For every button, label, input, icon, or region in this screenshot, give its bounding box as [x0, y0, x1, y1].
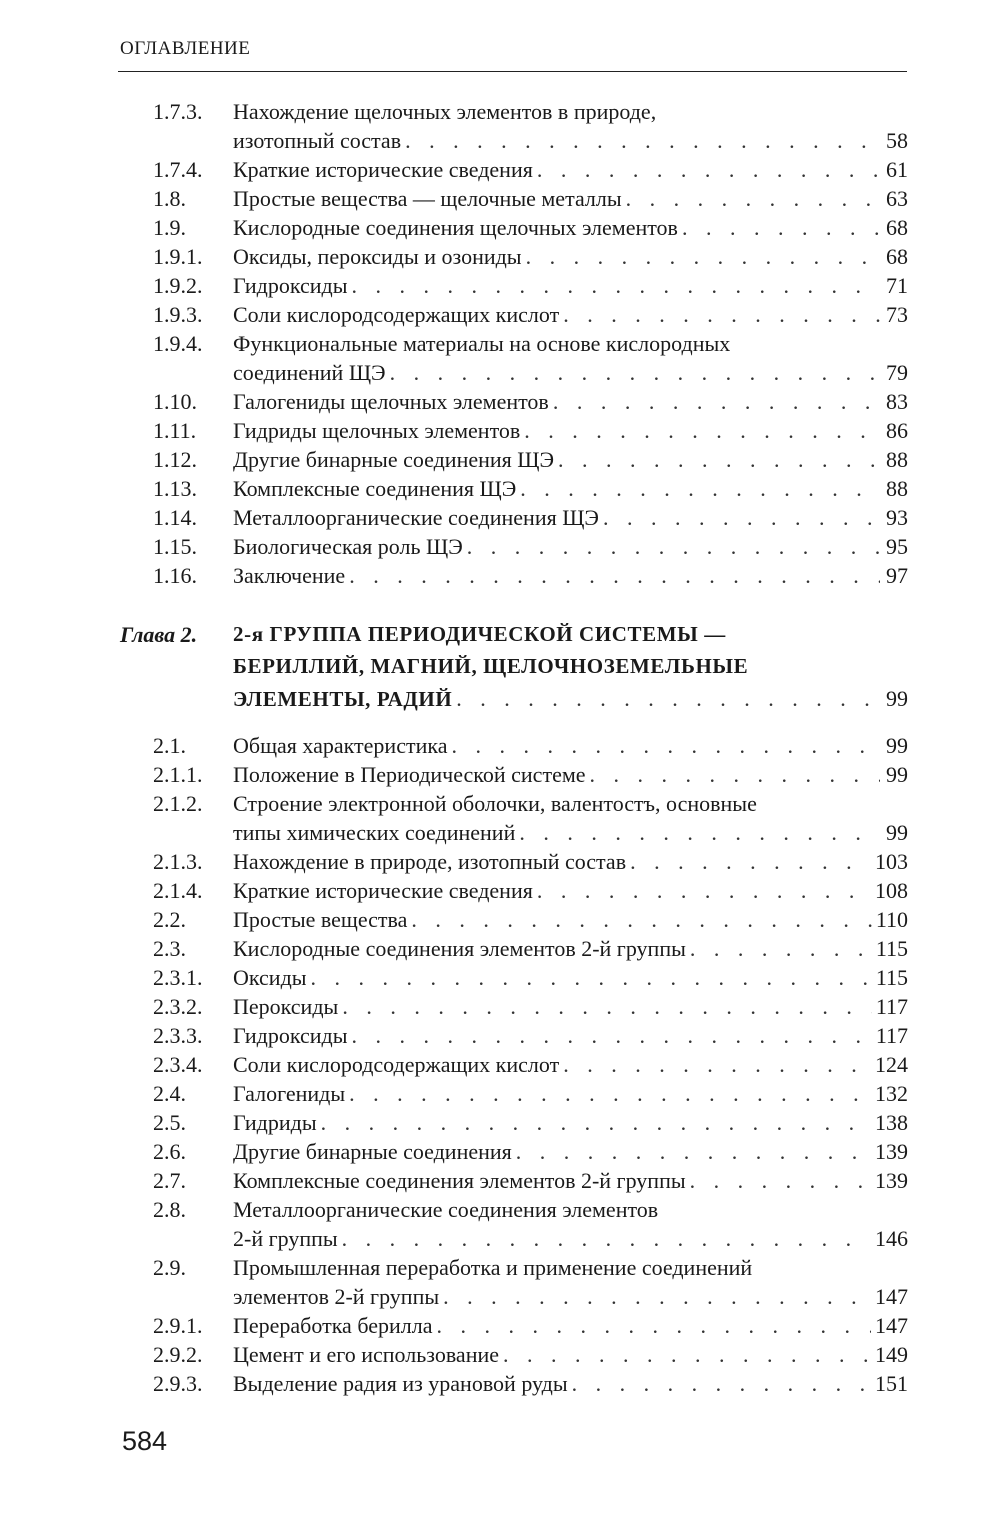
entry-number: 2.1.2. [153, 791, 203, 816]
entry-title-text: Строение электронной оболочки, валентостъ, основные [233, 791, 757, 816]
dot-leader [411, 905, 871, 934]
entry-number: 2.6. [153, 1139, 186, 1164]
dot-leader [682, 213, 880, 242]
entry-page: 99 [886, 820, 908, 845]
dot-leader [436, 1311, 871, 1340]
entry-title [233, 561, 908, 590]
entry-title [233, 329, 908, 358]
entry-title-text: Краткие исторические сведения [233, 878, 533, 903]
entry-title-text: изотопный состав [233, 128, 402, 153]
dot-leader [603, 503, 880, 532]
dot-leader [390, 358, 880, 387]
entry-number: 1.7.3. [153, 99, 203, 124]
entry-title-text: Краткие исторические сведения [233, 157, 533, 182]
chapter-title [233, 652, 908, 681]
entry-number: 2.7. [153, 1168, 186, 1193]
page-number: 584 [122, 1426, 168, 1456]
entry-page: 93 [886, 505, 908, 530]
entry-title [233, 789, 908, 818]
entry-number: 2.1.3. [153, 849, 203, 874]
entry-page: 117 [875, 994, 908, 1019]
dot-leader [537, 876, 871, 905]
entry-page: 99 [886, 733, 908, 758]
entry-number: 1.8. [153, 186, 186, 211]
chapter-title [233, 620, 908, 649]
entry-number: 1.9.3. [153, 302, 203, 327]
entry-title [233, 503, 908, 532]
entry-page: 124 [875, 1052, 908, 1077]
entry-title [233, 1340, 908, 1369]
entry-title [233, 155, 908, 184]
dot-leader [524, 416, 880, 445]
entry-title [233, 818, 908, 847]
dot-leader [405, 126, 880, 155]
entry-title-text: Простые вещества — щелочные металлы [233, 186, 622, 211]
entry-title [233, 184, 908, 213]
dot-leader [690, 1166, 871, 1195]
entry-title-text: Гидриды [233, 1110, 317, 1135]
entry-number: 1.9.2. [153, 273, 203, 298]
entry-number: 2.3.3. [153, 1023, 203, 1048]
entry-number: 1.9. [153, 215, 186, 240]
entry-title-text: Оксиды [233, 965, 307, 990]
dot-leader [626, 184, 880, 213]
entry-title [233, 847, 908, 876]
entry-title-text: типы химических соединений [233, 820, 516, 845]
entry-title [233, 445, 908, 474]
dot-leader [563, 300, 880, 329]
entry-title-text: Промышленная переработка и применение соединений [233, 1255, 753, 1280]
header-rule [118, 71, 907, 72]
dot-leader [563, 1050, 871, 1079]
dot-leader [352, 271, 880, 300]
entry-page: 68 [886, 244, 908, 269]
entry-title-text: Металлоорганические соединения элементов [233, 1197, 659, 1222]
entry-title-text: Выделение радия из урановой руды [233, 1371, 568, 1396]
entry-number: 1.12. [153, 447, 197, 472]
entry-title-text: Нахождение щелочных элементов в природе, [233, 99, 657, 124]
entry-title-text: Галогениды щелочных элементов [233, 389, 549, 414]
entry-number: 1.11. [153, 418, 197, 443]
entry-title [233, 876, 908, 905]
entry-number: 1.15. [153, 534, 197, 559]
entry-title-text: Переработка берилла [233, 1313, 433, 1338]
entry-page: 139 [875, 1139, 908, 1164]
running-head: ОГЛАВЛЕНИЕ [120, 38, 251, 59]
entry-title-text: Заключение [233, 563, 346, 588]
entry-page: 139 [875, 1168, 908, 1193]
entry-title [233, 1021, 908, 1050]
chapter-page: 99 [886, 686, 908, 711]
entry-title-text: Комплексные соединения элементов 2-й группы [233, 1168, 686, 1193]
entry-page: 95 [886, 534, 908, 559]
entry-page: 79 [886, 360, 908, 385]
dot-leader [590, 760, 880, 789]
entry-title-text: 2-й группы [233, 1226, 338, 1251]
entry-page: 58 [886, 128, 908, 153]
entry-title-text: Оксиды, пероксиды и озониды [233, 244, 522, 269]
dot-leader [352, 1021, 872, 1050]
entry-title-text: Комплексные соединения ЩЭ [233, 476, 517, 501]
dot-leader [690, 934, 872, 963]
entry-number: 2.1.1. [153, 762, 203, 787]
entry-page: 146 [875, 1226, 908, 1251]
dot-leader [443, 1282, 871, 1311]
entry-title-text: Другие бинарные соединения [233, 1139, 512, 1164]
entry-title [233, 358, 908, 387]
entry-page: 97 [886, 563, 908, 588]
entry-page: 88 [886, 447, 908, 472]
entry-number: 2.9.3. [153, 1371, 203, 1396]
entry-number: 2.3. [153, 936, 186, 961]
entry-page: 147 [875, 1284, 908, 1309]
dot-leader [553, 387, 880, 416]
entry-title [233, 1282, 908, 1311]
entry-title [233, 1195, 908, 1224]
entry-page: 63 [886, 186, 908, 211]
entry-title [233, 271, 908, 300]
entry-title [233, 731, 908, 760]
entry-title [233, 532, 908, 561]
entry-number: 2.9.2. [153, 1342, 203, 1367]
entry-page: 71 [886, 273, 908, 298]
dot-leader [451, 731, 880, 760]
dot-leader [342, 992, 872, 1021]
dot-leader [526, 242, 880, 271]
entry-title-text: Кислородные соединения щелочных элементов [233, 215, 678, 240]
entry-title-text: соединений ЩЭ [233, 360, 386, 385]
entry-title [233, 300, 908, 329]
entry-page: 115 [875, 965, 908, 990]
entry-page: 115 [875, 936, 908, 961]
entry-title-text: Гидроксиды [233, 273, 348, 298]
dot-leader [342, 1224, 871, 1253]
entry-title [233, 963, 908, 992]
dot-leader [572, 1369, 871, 1398]
entry-title [233, 1050, 908, 1079]
entry-title [233, 1311, 908, 1340]
entry-title [233, 1369, 908, 1398]
entry-title [233, 242, 908, 271]
entry-number: 2.8. [153, 1197, 186, 1222]
entry-title [233, 387, 908, 416]
entry-number: 2.3.4. [153, 1052, 203, 1077]
entry-page: 103 [875, 849, 908, 874]
entry-page: 147 [875, 1313, 908, 1338]
entry-number: 2.4. [153, 1081, 186, 1106]
entry-title [233, 416, 908, 445]
entry-page: 138 [875, 1110, 908, 1135]
dot-leader [519, 818, 880, 847]
entry-title [233, 1166, 908, 1195]
chapter-title-text: 2-я ГРУППА ПЕРИОДИЧЕСКОЙ СИСТЕМЫ — [233, 622, 726, 646]
entry-title-text: Общая характеристика [233, 733, 448, 758]
dot-leader [349, 561, 880, 590]
entry-page: 149 [875, 1342, 908, 1367]
chapter-title-text: ЭЛЕМЕНТЫ, РАДИЙ [233, 687, 453, 711]
entry-page: 99 [886, 762, 908, 787]
entry-number: 1.10. [153, 389, 197, 414]
entry-title [233, 1137, 908, 1166]
entry-title [233, 905, 908, 934]
entry-title-text: Соли кислородсодержащих кислот [233, 1052, 560, 1077]
entry-title [233, 1253, 908, 1282]
entry-number: 1.13. [153, 476, 197, 501]
entry-title [233, 760, 908, 789]
entry-page: 61 [886, 157, 908, 182]
entry-title [233, 213, 908, 242]
dot-leader [311, 963, 872, 992]
entry-title-text: Пероксиды [233, 994, 339, 1019]
entry-title-text: Цемент и его использование [233, 1342, 500, 1367]
entry-title [233, 1079, 908, 1108]
entry-number: 1.16. [153, 563, 197, 588]
entry-page: 86 [886, 418, 908, 443]
dot-leader [558, 445, 880, 474]
entry-number: 2.5. [153, 1110, 186, 1135]
entry-number: 2.2. [153, 907, 186, 932]
entry-title-text: Положение в Периодической системе [233, 762, 586, 787]
entry-page: 117 [875, 1023, 908, 1048]
entry-title-text: Другие бинарные соединения ЩЭ [233, 447, 554, 472]
entry-page: 83 [886, 389, 908, 414]
entry-title [233, 97, 908, 126]
entry-number: 2.9. [153, 1255, 186, 1280]
entry-number: 2.9.1. [153, 1313, 203, 1338]
chapter-title [233, 684, 908, 714]
dot-leader [520, 474, 880, 503]
entry-number: 2.1.4. [153, 878, 203, 903]
entry-title [233, 992, 908, 1021]
entry-number: 2.1. [153, 733, 186, 758]
entry-title-text: элементов 2-й группы [233, 1284, 440, 1309]
chapter-number: Глава 2. [120, 622, 198, 647]
entry-title [233, 1224, 908, 1253]
entry-title-text: Биологическая роль ЩЭ [233, 534, 463, 559]
entry-title [233, 1108, 908, 1137]
entry-page: 68 [886, 215, 908, 240]
dot-leader [467, 532, 880, 561]
dot-leader [516, 1137, 871, 1166]
entry-number: 1.9.4. [153, 331, 203, 356]
dot-leader [503, 1340, 871, 1369]
entry-page: 73 [886, 302, 908, 327]
entry-number: 1.9.1. [153, 244, 203, 269]
entry-title-text: Гидроксиды [233, 1023, 348, 1048]
entry-title [233, 126, 908, 155]
dot-leader [349, 1079, 871, 1108]
entry-title [233, 934, 908, 963]
entry-page: 110 [875, 907, 908, 932]
chapter-title-text: БЕРИЛЛИЙ, МАГНИЙ, ЩЕЛОЧНОЗЕМЕЛЬНЫЕ [233, 654, 749, 678]
entry-title-text: Функциональные материалы на основе кислородных [233, 331, 731, 356]
dot-leader [321, 1108, 871, 1137]
entry-title-text: Кислородные соединения элементов 2-й группы [233, 936, 686, 961]
entry-number: 2.3.2. [153, 994, 203, 1019]
entry-page: 132 [875, 1081, 908, 1106]
entry-title-text: Гидриды щелочных элементов [233, 418, 521, 443]
entry-title-text: Галогениды [233, 1081, 346, 1106]
entry-title-text: Металлоорганические соединения ЩЭ [233, 505, 599, 530]
entry-title-text: Соли кислородсодержащих кислот [233, 302, 560, 327]
entry-number: 1.7.4. [153, 157, 203, 182]
entry-page: 88 [886, 476, 908, 501]
entry-title-text: Нахождение в природе, изотопный состав [233, 849, 627, 874]
entry-title-text: Простые вещества [233, 907, 408, 932]
dot-leader [630, 847, 871, 876]
dot-leader [456, 684, 880, 713]
entry-page: 151 [875, 1371, 908, 1396]
entry-page: 108 [875, 878, 908, 903]
dot-leader [537, 155, 880, 184]
entry-title [233, 474, 908, 503]
entry-number: 1.14. [153, 505, 197, 530]
entry-number: 2.3.1. [153, 965, 203, 990]
